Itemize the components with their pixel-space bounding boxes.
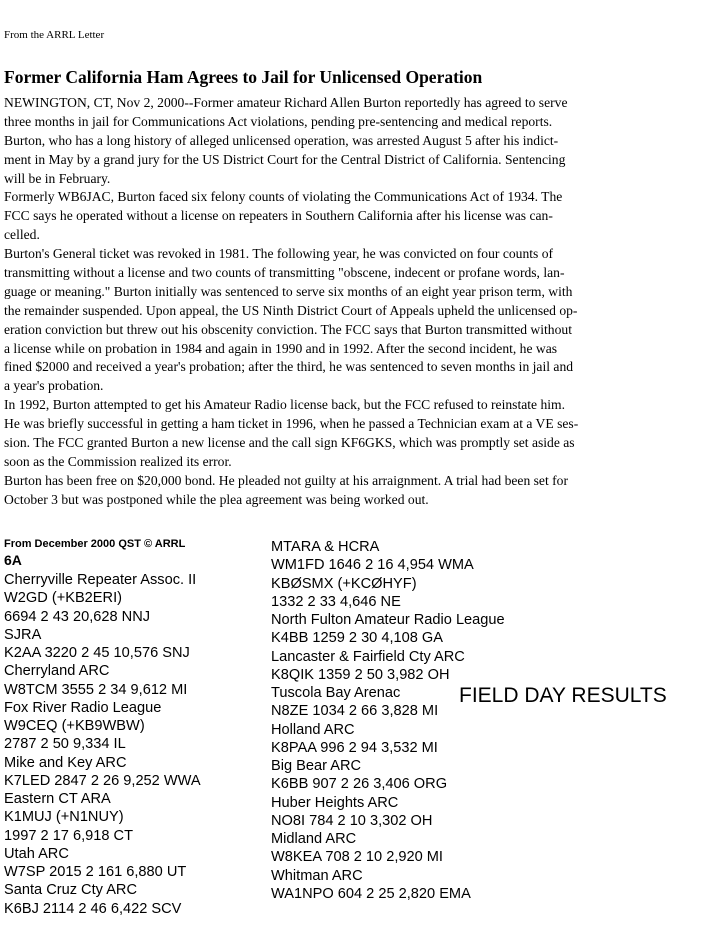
article-line: Burton, who has a long history of alleged unlicensed operation, was arrested August 5 after his indict- [4,132,559,148]
result-entry: Midland ARC [271,831,357,847]
result-entry: Utah ARC [4,845,69,862]
result-entry: Whitman ARC [271,867,363,884]
result-entry: North Fulton Amateur Radio League [271,612,505,628]
result-entry: WA1NPO 604 2 25 2,820 EMA [271,885,471,902]
result-entry: K2AA 3220 2 45 10,576 SNJ [4,645,190,661]
class-label: 6A [4,552,22,568]
article-line: a year's probation. [4,378,104,394]
article-line: Burton has been free on $20,000 bond. He pleaded not guilty at his arraignment. A trial had been set for [4,472,568,488]
article-line: sion. The FCC granted Burton a new license and the call sign KF6GKS, which was promptly set aside as [4,435,575,451]
article-line: ment in May by a grand jury for the US District Court for the Central District of California. Sentencing [4,151,566,167]
result-entry: KBØSMX (+KCØHYF) [271,575,417,592]
article-line: celled. [4,227,40,243]
article-line: In 1992, Burton attempted to get his Amateur Radio license back, but the FCC refused to reinstate him. [4,397,566,413]
result-entry: 2787 2 50 9,334 IL [4,736,126,753]
article-line: FCC says he operated without a license on repeaters in Southern California after his license was can- [4,208,553,224]
article-headline: Former California Ham Agrees to Jail for Unlicensed Operation [4,67,483,87]
result-entry: Lancaster & Fairfield Cty ARC [271,648,465,665]
result-entry: 1332 2 33 4,646 NE [271,593,401,610]
result-entry: Tuscola Bay Arenac [271,685,401,701]
result-entry: K6BJ 2114 2 46 6,422 SCV [4,900,182,917]
result-entry: Holland ARC [271,721,355,738]
result-entry: W9CEQ (+KB9WBW) [4,718,145,734]
result-entry: Fox River Radio League [4,699,162,716]
results-left-column [4,571,201,918]
article-line: a license while on probation in 1984 and again in 1990 and in 1992. After the second incident, he was [4,340,558,356]
result-entry: Mike and Key ARC [4,754,127,771]
result-entry: WM1FD 1646 2 16 4,954 WMA [271,557,474,574]
field-day-title: FIELD DAY RESULTS [459,684,667,707]
article-line: fined $2000 and received a year's probation; after the third, he was sentenced to seven months in jail and [4,359,574,375]
result-entry: 6694 2 43 20,628 NNJ [4,608,151,625]
source-line: From the ARRL Letter [4,29,105,41]
result-entry: Huber Heights ARC [271,794,399,811]
result-entry: 1997 2 17 6,918 CT [4,827,134,844]
result-entry: K4BB 1259 2 30 4,108 GA [271,630,444,647]
result-entry: W7SP 2015 2 161 6,880 UT [4,864,187,880]
article-line: will be in February. [4,170,111,186]
article-line: guage or meaning." Burton initially was sentenced to serve six months of an eight year prison term, with [4,283,573,299]
result-entry: N8ZE 1034 2 66 3,828 MI [271,703,439,720]
result-entry: Cherryland ARC [4,663,110,680]
article-line: NEWINGTON, CT, Nov 2, 2000--Former amateur Richard Allen Burton reportedly has agreed to serve [4,95,568,110]
result-entry: K1MUJ (+N1NUY) [4,809,124,826]
result-entry: K8QIK 1359 2 50 3,982 OH [271,666,450,683]
article-line: eration conviction but threw out his obscenity conviction. The FCC says that Burton transmitted without [4,321,572,337]
article-line: three months in jail for Communications Act violations, pending pre-sentencing and medical reports. [4,113,553,129]
result-entry: K8PAA 996 2 94 3,532 MI [271,739,438,756]
article-line: Formerly WB6JAC, Burton faced six felony counts of violating the Communications Act of 1934. The [4,189,563,205]
result-entry: W8TCM 3555 2 34 9,612 MI [4,681,188,698]
results-right-column [271,538,505,903]
article-line: soon as the Commission realized its error. [4,453,232,469]
result-entry: SJRA [4,626,42,643]
result-entry: Cherryville Repeater Assoc. II [4,572,197,588]
result-entry: NO8I 784 2 10 3,302 OH [271,812,433,829]
article-body [4,94,674,510]
article-line: the remainder suspended. Upon appeal, the US Ninth District Court of Appeals upheld the unlicensed op- [4,302,578,318]
result-entry: Santa Cruz Cty ARC [4,882,138,899]
qst-credit: From December 2000 QST © ARRL [4,538,186,550]
result-entry: K7LED 2847 2 26 9,252 WWA [4,772,201,789]
result-entry: MTARA & HCRA [271,539,380,555]
article-line: October 3 but was postponed while the plea agreement was being worked out. [4,491,429,507]
result-entry: Eastern CT ARA [4,791,111,807]
article-line: Burton's General ticket was revoked in 1981. The following year, he was convicted on four counts of [4,246,554,262]
result-entry: K6BB 907 2 26 3,406 ORG [271,776,448,793]
article-line: transmitting without a license and two counts of transmitting "obscene, indecent or profane words, lan- [4,265,565,281]
result-entry: W2GD (+KB2ERI) [4,590,122,607]
result-entry: W8KEA 708 2 10 2,920 MI [271,849,443,866]
result-entry: Big Bear ARC [271,758,362,774]
article-line: He was briefly successful in getting a ham ticket in 1996, when he passed a Technician exam at a VE ses- [4,416,579,432]
